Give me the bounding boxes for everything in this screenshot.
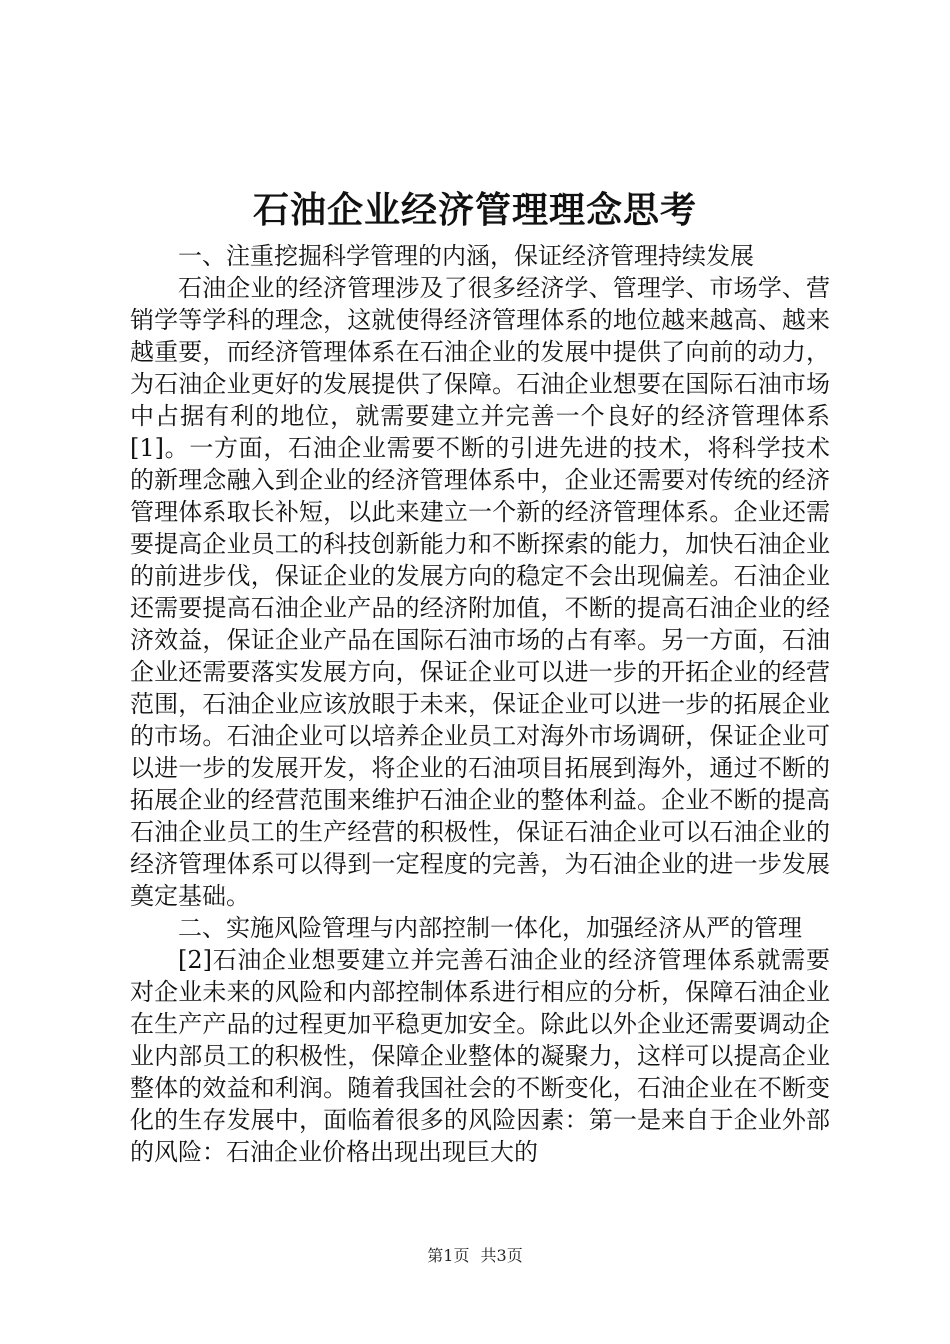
total-pages: 共3页 [480,1246,523,1265]
section-heading-1: 一、注重挖掘科学管理的内涵，保证经济管理持续发展 [178,242,754,270]
section-heading-2: 二、实施风险管理与内部控制一体化，加强经济从严的管理 [178,914,802,942]
document-body [130,240,830,1168]
page-number: 第1页 [427,1246,470,1265]
body-paragraph-2: [2]石油企业想要建立并完善石油企业的经济管理体系就需要对企业未来的风险和内部控制体系进行相应的分析，保障石油企业在生产产品的过程更加平稳更加安全。除此以外企业还需要调动企业内部员工的积极性，保障企业整体的凝聚力，这样可以提高企业整体的效益和利润。随着我国社会的不断变化，石油企业在不断变化的生存发展中，面临着很多的风险因素：第一是来自于企业外部的风险：石油企业价格出现出现巨大的 [130,946,830,1166]
body-paragraph-1: 石油企业的经济管理涉及了很多经济学、管理学、市场学、营销学等学科的理念，这就使得经济管理体系的地位越来越高、越来越重要，而经济管理体系在石油企业的发展中提供了向前的动力，为石油企业更好的发展提供了保障。石油企业想要在国际石油市场中占据有利的地位，就需要建立并完善一个良好的经济管理体系[1]。一方面，石油企业需要不断的引进先进的技术，将科学技术的新理念融入到企业的经济管理体系中，企业还需要对传统的经济管理体系取长补短，以此来建立一个新的经济管理体系。企业还需要提高企业员工的科技创新能力和不断探索的能力，加快石油企业的前进步伐，保证企业的发展方向的稳定不会出现偏差。石油企业还需要提高石油企业产品的经济附加值，不断的提高石油企业的经济效益，保证企业产品在国际石油市场的占有率。另一方面，石油企业还需要落实发展方向，保证企业可以进一步的开拓企业的经营范围，石油企业应该放眼于未来，保证企业可以进一步的拓展企业的市场。石油企业可以培养企业员工对海外市场调研，保证企业可以进一步的发展开发，将企业的石油项目拓展到海外，通过不断的拓展企业的经营范围来维护石油企业的整体利益。企业不断的提高石油企业员工的生产经营的积极性，保证石油企业可以石油企业的经济管理体系可以得到一定程度的完善，为石油企业的进一步发展奠定基础。 [130,274,830,910]
document-title: 石油企业经济管理理念思考 [252,189,697,231]
page-footer [0,1246,950,1266]
